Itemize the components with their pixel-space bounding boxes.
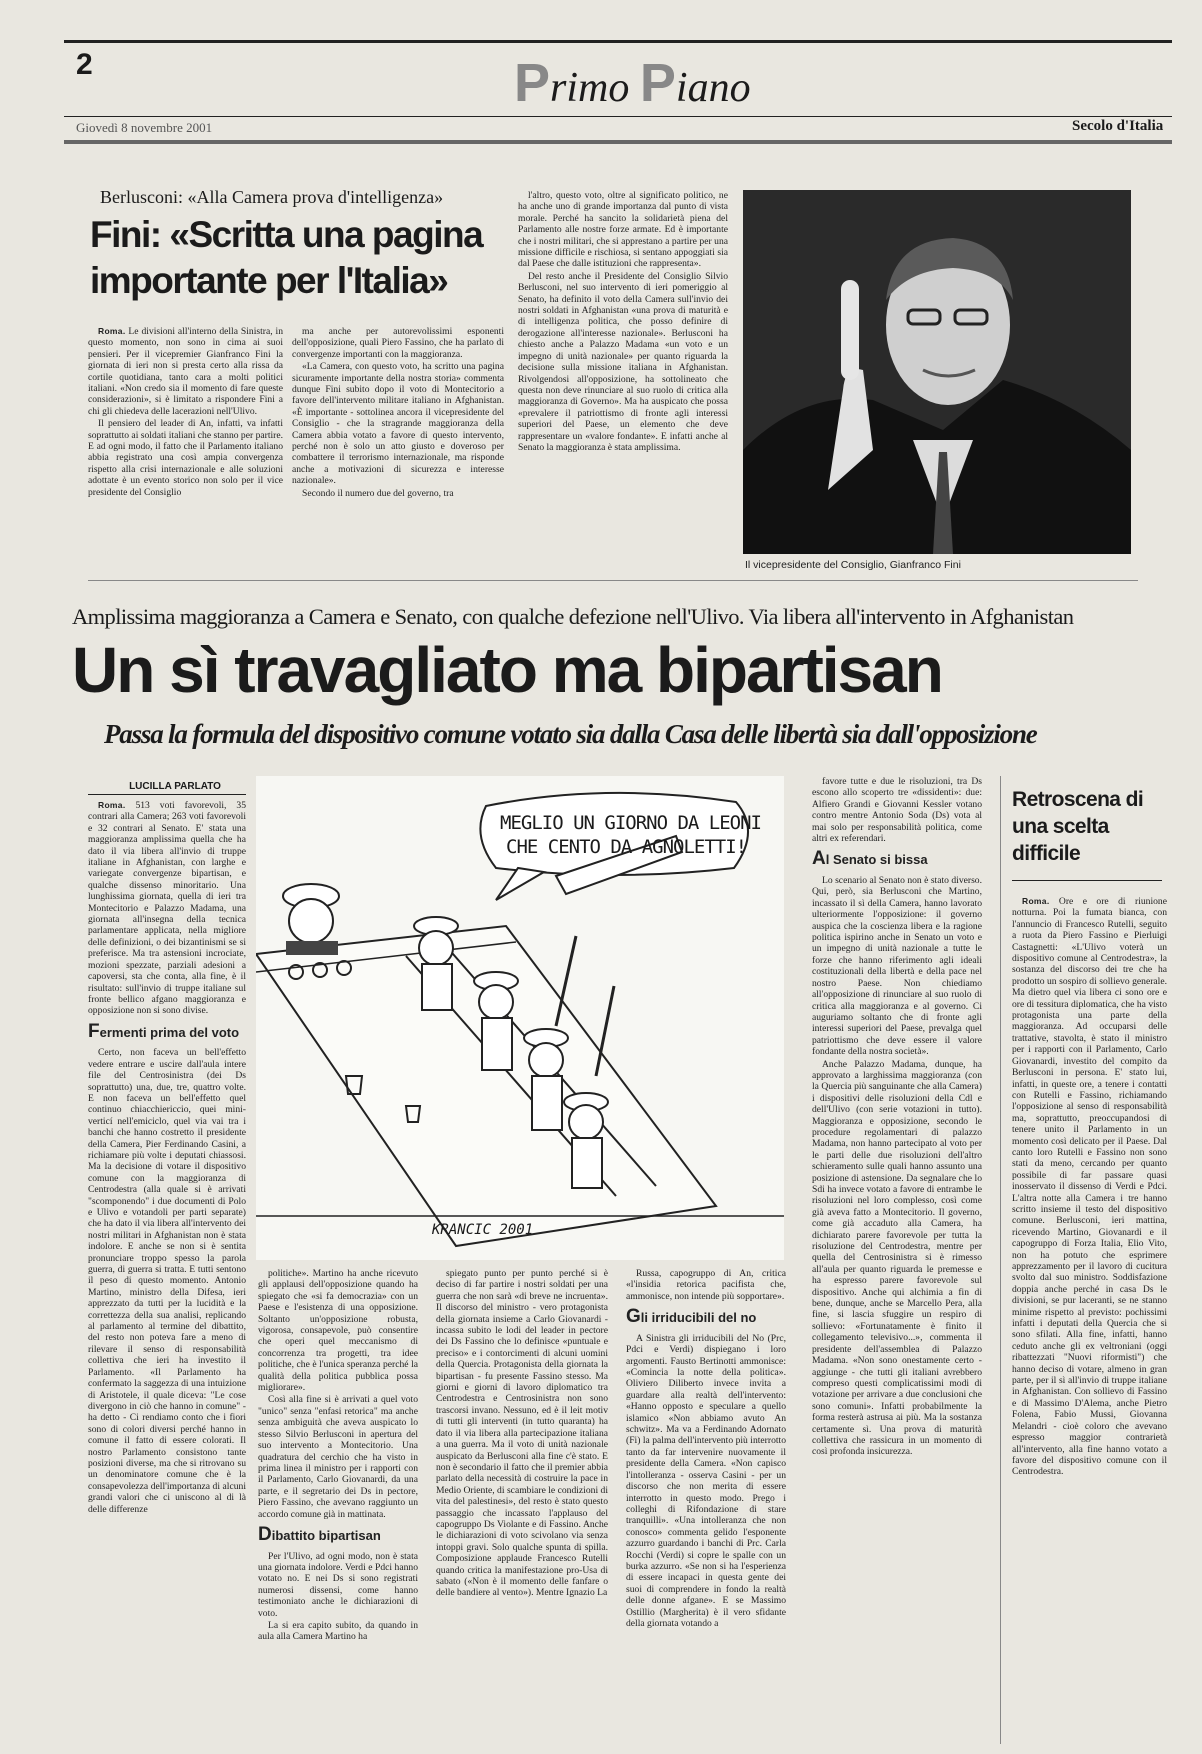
main-col-5-p1: favore tutte e due le risoluzioni, tra Ds escono allo scoperto tre «dissidenti»: due: Alfiero Grandi e Giovanni Kessler votano contro mentre Antonio Soda (Ds) vota al mai solo per responsabilità politica, come altri ex referendari. [812, 776, 982, 845]
sidebar-body [1012, 896, 1167, 1740]
subhead-irriducibili [626, 1306, 786, 1329]
fini-photo [743, 190, 1131, 554]
byline: LUCILLA PARLATO [129, 781, 221, 792]
subhead-dibattito-initial: D [258, 1523, 272, 1545]
top-story-col-3-p1: l'altro, questo voto, oltre al significato politico, ne ha anche uno di grande importanza dal punto di vista morale. Perché ha sancito la solidarietà piena del Parlamento alle nostre forze armate. Ed è importante che i nostri militari, che si apprestano a partire per una missione difficile e rischiosa, si sentano appoggiati sia dal Paese che dalle istituzioni che rappresenta». [518, 190, 728, 270]
cartoon-signature: KRANCIC 2001 [432, 1222, 534, 1238]
main-col-2-p4: La si era capito subito, da quando in aula alla Camera Martino ha [258, 1619, 418, 1643]
fini-portrait-illustration [743, 190, 1131, 554]
main-col-2-p2: Così alla fine si è arrivati a quel voto "unico" senza "enfasi retorica" ma anche senza ambiguità che aveva auspicato lo stesso Silvio Berlusconi in apertura del suo intervento a Montecitorio. Una quadratura del cerchio che ha visto in prima linea il ministro per i rapporti con il Parlamento, Carlo Giovanardi, da una parte, e il segretario dei Ds in pectore, Piero Fassino, che avevano raggiunto un accordo comune già in mattinata. [258, 1394, 418, 1520]
page-number: 2 [76, 48, 93, 81]
subhead-fermenti [88, 1021, 246, 1044]
subhead-senato-initial: A [812, 848, 826, 870]
top-story-col-1-p2: Il pensiero del leader di An, infatti, va infatti soprattutto ai soldati italiani che stanno per partire. E ad ogni modo, il fatto che il Parlamento italiano abbia registrato una così ampia convergenza rispetto alla crisi internazionale e alle soluzioni adottate è un evento storico non solo per il vice presidente del Consiglio [88, 418, 283, 498]
main-headline: Un sì travagliato ma bipartisan [72, 634, 942, 706]
subhead-dibattito-text: ibattito bipartisan [271, 1527, 381, 1543]
top-story-dateline: Roma. [98, 326, 126, 336]
subhead-fermenti-initial: F [88, 1020, 100, 1042]
section-title-initial-2: P [639, 53, 676, 113]
top-story-col-1 [88, 326, 283, 576]
cartoon-speech-line-1: MEGLIO UN GIORNO DA LEONI [500, 812, 761, 834]
subhead-senato [812, 848, 982, 871]
section-title-initial-1: P [514, 53, 551, 113]
top-story-col-1-p1: Le divisioni all'interno della Sinistra, in questo momento, non sono in cima ai suoi pensieri. Per il vicepremier Gianfranco Fini la giornata di ieri non si presta certo alla rissa da cortile quotidiana, tanto cara a molti politici italiani. «Non credo sia il momento di fare queste considerazioni», si è limitato a rispondere Fini a chi gli chiedeva delle lacerazioni nell'Ulivo. [88, 326, 283, 417]
section-title-word-2: iano [675, 65, 751, 111]
section-title-word-1: rimo [550, 65, 640, 111]
subhead-senato-text: l Senato si bissa [825, 852, 928, 868]
main-subhead: Passa la formula del dispositivo comune votato sia dalla Casa delle libertà sia dall'opposizione [104, 719, 1037, 749]
political-cartoon [256, 776, 784, 1260]
main-col-5-p2: Lo scenario al Senato non è stato diverso. Qui, però, sia Berlusconi che Martino, incassato il sì della Camera, hanno lavorato ulteriormente l'opposizione: il governo auspica che la coscienza libera e la ragione politica ispirino anche in Senato un voto e un impegno di unità nazionale a tutte le forze che hanno riferimento agli ideali costituzionali della libertà e della pace nel nostro Paese. Non chiediamo all'opposizione di rinunciare al suo ruolo di critica alla maggioranza e al governo. Ci auguriamo soltanto che di fronte agli interessi superiori del Paese, prevalga quel patriottismo che deve essere il valore fondante della nostra società». [812, 875, 982, 1058]
main-col-5 [812, 776, 982, 1740]
main-col-2-p3: Per l'Ulivo, ad ogni modo, non è stata una giornata indolore. Verdi e Pdci hanno votato no. E nei Ds si sono registrati numerosi dissensi, come hanno testimoniato anche le dichiarazioni di voto. [258, 1550, 418, 1619]
main-col-4-p1: Russa, capogruppo di An, critica «l'insidia retorica pacifista che, ammonisce, non intende più sopportare». [626, 1268, 786, 1302]
main-overline: Amplissima maggioranza a Camera e Senato, con qualche defezione nell'Ulivo. Via libera all'intervento in Afghanistan [72, 604, 1074, 629]
main-col-4 [626, 1268, 786, 1740]
issue-date: Giovedì 8 novembre 2001 [76, 120, 213, 135]
top-story-col-3-p2: Del resto anche il Presidente del Consiglio Silvio Berlusconi, nel suo intervento di ieri pomeriggio al Senato, ha definito il voto della Camera sull'invio dei nostri soldati in Afghanistan «una prova di maturità e di intelligenza politica, che posso definire di derogazione all'interesse nazionale». Berlusconi ha chiesto anche a Palazzo Madama «un voto e un impegno di unità nazionale» per quanto riguarda la decisione sulla missione italiana in Afghanistan. Rivolgendosi all'opposizione, ha sottolineato che questa non deve rinunciare al suo ruolo di critica alla maggioranza di Governo». Ma ha auspicato che possa «prevalere il patriottismo di fronte agli interessi superiori del Paese, un elemento che deve rappresentare un «valore fondante». E infatti anche al Senato la maggioranza è stata amplissima. [518, 270, 728, 453]
top-story-col-2-p2: «La Camera, con questo voto, ha scritto una pagina sicuramente importante della nostra storia» commenta dunque Fini subito dopo il voto di Montecitorio a favore dell'intervento militare italiano in Afghanistan. «È importante - sottolinea ancora il vicepresidente del Consiglio - che la stragrande maggioranza della Camera abbia votato a favore di questo intervento, perché non è solo un atto giusto e doveroso per combattere il terrorismo internazionale, ma risponde anche a motivazioni di sicurezza e interesse nazionale». [292, 361, 504, 487]
sidebar-body-p1: Ore e ore di riunione notturna. Poi la fumata bianca, con l'annuncio di Francesco Rutelli, seguito a ruota da Piero Fassino e Pierluigi Castagnetti: «L'Ulivo voterà un dispositivo comune al Centrodestra», la sostanza del discorso dei tre che ha prodotto un sospiro di sollievo generale. Ma dietro quel via libera ci sono ore e ore di tessitura diplomatica, che ha visto protagonista una parte della maggioranza. Ad occuparsi delle trattative, stavolta, è stato il ministro per i rapporti con il Parlamento, Carlo Giovanardi, investito del compito da Berlusconi in persona. E' stato lui, infatti, in queste ore, a tenere i contatti con Rutelli e Fassino, richiamando l'opposizione al senso di responsabilità ma, soprattutto, preoccupandosi di tenere unito il Parlamento in un momento così delicato per il Paese. Dal canto loro Rutelli e Fassino non sono stati da meno, cercando per quanto possibile di far passare quasi inosservato il dissenso di Verdi e Pdci. L'altra notte alla Camera i tre hanno scritto insieme il testo del dispositivo comune. Berlusconi, ieri mattina, ricevendo Martino, Giovanardi e il capogruppo di Forza Italia, Elio Vito, non ha potuto che esprimere apprezzamento per il lavoro di cucitura svolto dal suo ministro. Soddisfazione doppia anche perché in casa Ds le divisioni, se pur laceranti, se ne stanno minime rispetto al previsto: pochissimi infatti i deputati della Quercia che si sono sfilati. Alla fine, infatti, hanno ceduto anche gli ex veltroniani (oggi ribattezzati "Nuovi riformisti") che hanno deciso di votare, almeno in gran parte, per il sì all'invio di truppe italiane in Afghanistan. Con sollievo di Fassino e di Massimo D'Alema, anche Pietro Folena, Fabio Mussi, Giovanna Melandri - cioè coloro che avevano espresso maggior contrarietà all'intervento, alla fine hanno votato a favore del dispositivo comune con il Centrodestra. [1012, 896, 1167, 1478]
main-col-3 [436, 1268, 608, 1740]
top-story-col-2 [292, 326, 504, 576]
subhead-irriducibili-text: li irriducibili del no [640, 1310, 757, 1326]
top-story-col-3 [518, 190, 728, 576]
main-col-3-p1: spiegato punto per punto perché si è deciso di far partire i nostri soldati per una guerra che non sarà «di breve ne incruenta». Il discorso del ministro - vero protagonista della giornata insieme a Carlo Giovanardi - incassa subito le lodi del leader in pectore dei Ds Fassino che lo definisce «puntuale e preciso» e i contorcimenti di alcuni uomini della Quercia. Protagonista della giornata la bipartisan - fu presente Fassino stesso. Ma giorni e giorni di lavoro diplomatico tra Centrodestra e Centrosinistra non sono trascorsi invano. Nessuno, ed è il leit motiv di tutti gli interventi (in tutto quaranta) ha dato il via libera alla partecipazione italiana a una guerra. Ma il voto di unità nazionale auspicato da Berlusconi alla fine c'è stato. E non è secondario il fatto che il premier abbia parlato della necessità di costruire la pace in Medio Oriente, di scambiare le condizioni di vita del palestinesi», del resto è stato questo passaggio che incassato l'applauso del capogruppo Ds Violante e di Fassino. Anche le dichiarazioni di voto scivolano via senza intoppi gravi. Solo qualche spunta di spilla. Composizione applaude Francesco Rutelli quando critica la manifestazione pro-Usa di sabato («Non è il momento delle fanfare o delle bandiere al vento»). Mentre Ignazio La [436, 1268, 608, 1599]
subhead-irriducibili-initial: G [626, 1306, 641, 1328]
main-col-2 [258, 1268, 418, 1740]
section-title [514, 52, 751, 114]
subhead-fermenti-text: ermenti prima del voto [99, 1024, 240, 1040]
masthead: Secolo d'Italia [1072, 118, 1164, 134]
subhead-dibattito [258, 1524, 418, 1547]
top-story-kicker: Berlusconi: «Alla Camera prova d'intelligenza» [100, 187, 444, 207]
top-story-headline: Fini: «Scritta una pagina importante per l'Italia» [90, 214, 483, 301]
main-col-1-p2: Certo, non faceva un bell'effetto vedere entrare e uscire dall'aula intere file del Centrosinistra (dei Ds soprattutto) una, due, tre, quattro volte. E non faceva un bell'effetto quel continuo chiacchiericcio, quei mini-verticí nell'emiciclo, quel via vai tra i banchi che hanno costretto il presidente della Camera, Pier Ferdinando Casini, a richiamare più volte i deputati chiassosi. Ma la decisione di votare il dispositivo comune con la maggioranza di Centrodestra (alla quale si è arrivati "scomponendo" i due documenti di Polo e Ulivo e votandoli per parti separate) che ha dato il via libera all'intervento dei nostri militari in Afghanistan non è stata indolore. E anche se non si è sentita pronunciare troppo spesso la parola guerra, di guerra si tratta. E tutti sentono il peso di questo momento. Antonio Martino, ministro della Difesa, ieri apprezzato da tutti per la lucidità e la correttezza della sua analisi, replicando al parlamento al termine del dibattito, del resto non poteva fare a meno di rilevare il senso di responsabilità collettiva che ieri ha investito il Parlamento. «Il Parlamento ha confermato la saggezza di una intuizione di Aristotele, il quale diceva: "Le cose divergono in ciò che hanno in comune" - ha detto - Ci rendiamo conto che i fiori sono di colori diversi perché hanno in comune il fatto di essere colorati. Il nostro Parlamento consistono tante posizioni diverse, ma che si ritrovano su un denominatore comune che è la consapevolezza dell'importanza di alcuni grandi valori che ci uniscono al di là delle differenze [88, 1047, 246, 1515]
main-col-1 [88, 800, 246, 1740]
main-col-4-p2: A Sinistra gli irriducibili del No (Prc, Pdci e Verdi) dispiegano i loro argomenti. Fausto Bertinotti ammonisce: «Comincia la notte della politica». Oliviero Diliberto invece invita a guardare alla realtà dell'intervento: «Hanno opposto e speculare a quello islamico «Non abbiamo avuto An schwitz». Ma va a Ferdinando Adornato (Fi) la palma dell'intervento più interrotto tanto da far intervenire nuovamente il presidente della Camera. «Non capisco l'intolleranza - osserva Casini - per un discorso che non merita di essere interrotto in questo modo. Prego i colleghi di Rifondazione di stare tranquilli». «Una intolleranza che non conosco» commenta gelido l'esponente azzurro guardando i banchi di Prc. Carla Rocchi (Verdi) si copre le spalle con un burka azzurro. «Se non si ha l'esperienza di essere incapaci in questa gente dei suoi di comprendere in fondo la realtà delle donne afgane». E se Massimo Ostillio (Margherita) è il vero sfidante della giornata votando a [626, 1332, 786, 1629]
photo-caption: Il vicepresidente del Consiglio, Gianfranco Fini [745, 559, 961, 571]
sidebar-title: Retroscena di una scelta difficile [1012, 788, 1144, 865]
main-col-5-p3: Anche Palazzo Madama, dunque, ha approvato a larghissima maggioranza (con la Quercia più sanguinante che alla Camera) i dispositivi delle risoluzioni della Cdl e dell'Ulivo (con serie votazioni in tutto). Maggioranza e opposizione, secondo le procedure regolamentari di palazzo Madama, non hanno partecipato al voto per le parti delle due risoluzioni dell'altro schieramento sulle quali hanno assunto una posizione di astensione. Da segnalare che lo Sdi ha invece votato a favore di entrambe le risoluzioni nel loro complesso, così come già aveva fatto a Montecitorio. Il governo, come già accaduto alla Camera, ha dichiarato parere favorevole per tutta la risoluzione del Centrodestra, mentre per quella del Centrosinistra si è rimesso all'aula per quanto riguarda le premesse e ha espresso parere favorevole sul dispositivo. Anche qui alchimia a fin di bene, dunque, anche se Marcello Pera, alla fine, si lascia sfuggire un respiro di sollievo: «Fortunatamente è finito il collegamento televisivo...», commenta il presidente dell'assemblea di Palazzo Madama. «Non sono onestamente certo - aggiunge - che tutti gli italiani avrebbero compreso questi complicatissimi modi di votazione per arrivare a due conclusioni che sono comuni». Infatti probabilmente la forma resterà astrusa ai più. Ma la sostanza certamente sì. Una prova di maturità collettiva che rassicura in un momento di così profonda insicurezza. [812, 1058, 982, 1458]
cartoon-speech-line-2: CHE CENTO DA AGNOLETTI! [506, 836, 747, 858]
main-col-1-p1: 513 voti favorevoli, 35 contrari alla Camera; 263 voti favorevoli e 32 contrari al Senato. E' stata una maggioranza amplissima quella che ha dato il via libera all'invio di truppe italiane in Afghanistan, con larghe e variegate convergenze bipartisan, e qualche dissenso minoritario. Una lunghissima giornata, quella di ieri tra Montecitorio e Palazzo Madama, una giornata all'insegna della tecnica parlamentare applicata, nella migliore delle definizioni, o dei bizantinismi se si preferisce. Ma tra astensioni incrociate, mozioni spezzate, parziali adesioni a capoversi, sta che conta, alla fine, è il risultato: sull'invio di truppe italiane sul fronte bellico afgano maggioranza e opposizione non si sono divise. [88, 800, 246, 1017]
main-dateline: Roma. [98, 800, 126, 810]
sidebar-dateline: Roma. [1022, 896, 1050, 906]
top-story-col-2-p3: Secondo il numero due del governo, tra [302, 487, 454, 499]
main-col-2-p1: politiche». Martino ha anche ricevuto gli applausi dell'opposizione quando ha spiegato che «si fa democrazia» con un Paese e l'esistenza di una opposizione. Soltanto un'opposizione robusta, vigorosa, consapevole, può consentire che operi quel meccanismo di concorrenza tra progetti, tra idee politiche, che è l'unica speranza perché la qualità della politica pubblica possa migliorare». [258, 1268, 418, 1394]
top-story-col-2-p1: ma anche per autorevolissimi esponenti dell'opposizione, quali Piero Fassino, che ha parlato di convergenze importanti con la maggioranza. [292, 326, 504, 360]
